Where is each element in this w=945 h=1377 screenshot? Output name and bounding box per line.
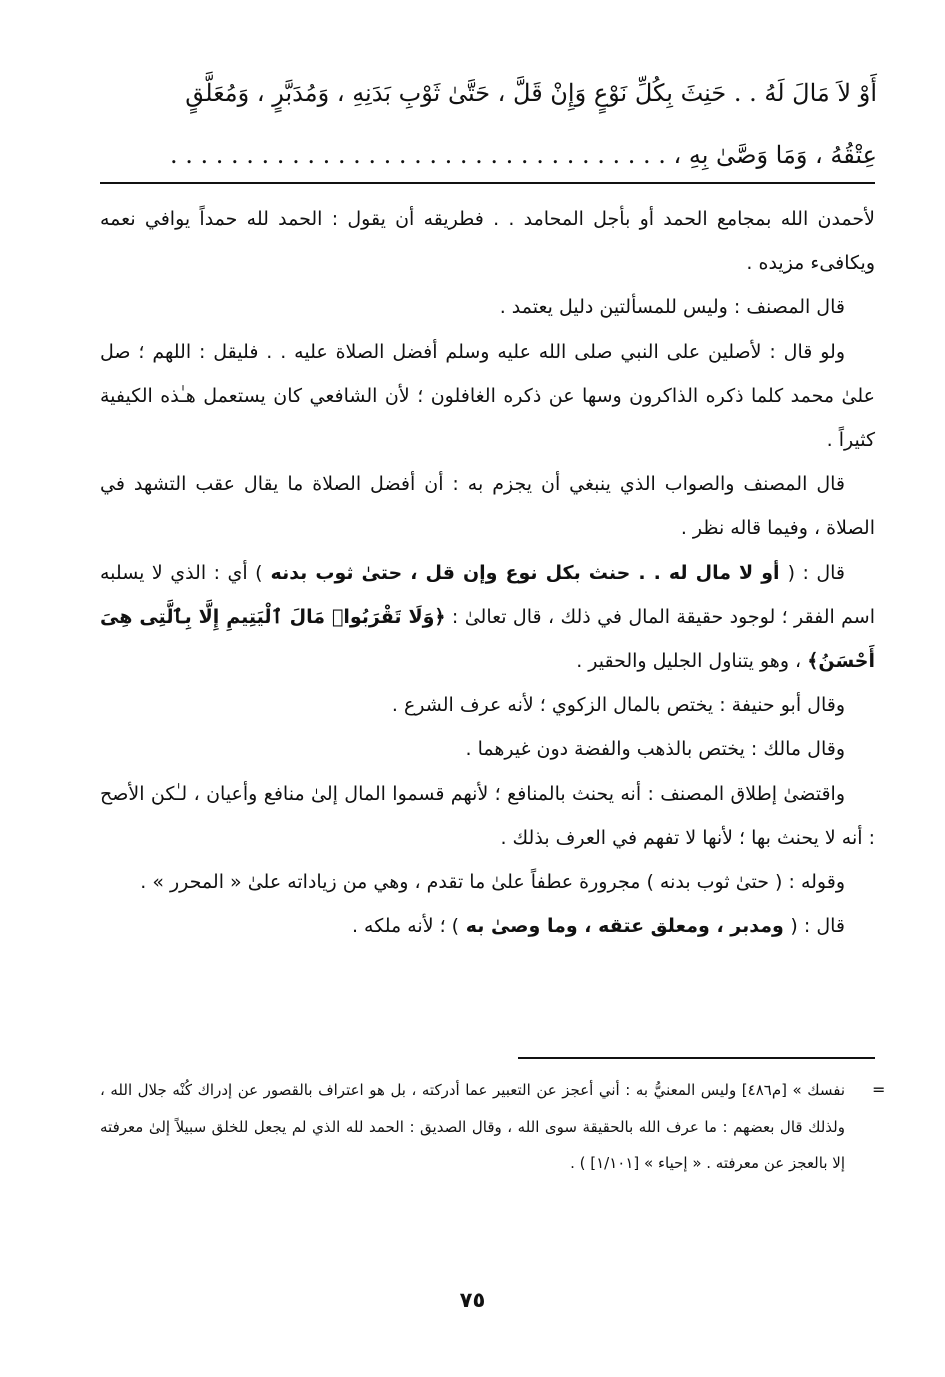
footnote-text: نفسك » [م٤٨٦] وليس المعنيُّ به : أني أعجز عن التعبير عما أدركته ، بل هو اعتراف بالقصور عن إدراك كُنْه جلال الله ، ولذلك قال بعضهم : ما عرف الله بالحقيقة سوى الله ، وقال الصديق : الحمد لله الذي لم يجعل للخلق سبيلاً إلىٰ معرفته إلا بالعجز عن معرفته . « إحياء » [١/١٠١] ) . xyxy=(100,1081,845,1172)
paragraph-text: ، وهو يتناول الجليل والحقير . xyxy=(576,650,808,673)
paragraph xyxy=(100,551,875,684)
paragraph: واقتضىٰ إطلاق المصنف : أنه يحنث بالمنافع ؛ لأنهم قسموا المال إلىٰ منافع وأعيان ، لـٰكن الأصح : أنه لا يحنث بها ؛ لأنها لا تفهم في العرف بذلك . xyxy=(100,782,875,849)
quran-verse: ﴿وَلَا تَقْرَبُوا۟ مَالَ ٱلْيَتِيمِ إِلَّا بِٱلَّتِى هِىَ أَحْسَنُ﴾ xyxy=(100,605,875,673)
main-text-line: عِتْقُهُ ، وَمَا وَصَّىٰ بِهِ ، . . . . . . . . . . . . . . . . . . . . . . . . . . . . . . . . . xyxy=(170,141,877,169)
main-text-line: أَوْ لاَ مَالَ لَهُ . . حَنِثَ بِكُلِّ نَوْعٍ وَإِنْ قَلَّ ، حَتَّىٰ ثَوْبِ بَدَنِهِ ، وَمُدَبَّرٍ ، وَمُعَلَّقٍ xyxy=(185,79,877,107)
commentary xyxy=(100,197,875,948)
paragraph: ولو قال : لأصلين على النبي صلى الله عليه وسلم أفضل الصلاة عليه . . فليقل : اللهم ؛ صل علىٰ محمد كلما ذكره الذاكرون وسها عن ذكره الغافلون ؛ لأن الشافعي كان يستعمل هـٰذه الكيفية كثيراً . xyxy=(100,340,875,452)
paragraph-text: قال : ( xyxy=(790,915,845,938)
paragraph: وقال مالك : يختص بالذهب والفضة دون غيرهما . xyxy=(465,738,845,761)
page-number: ٧٥ xyxy=(459,1288,486,1312)
paragraph: وقوله : ( حتىٰ ثوب بدنه ) مجرورة عطفاً علىٰ ما تقدم ، وهي من زياداته علىٰ « المحرر » . xyxy=(140,871,845,894)
paragraph: لأحمدن الله بمجامع الحمد أو بأجل المحامد . . فطريقه أن يقول : الحمد لله حمداً يوافي نعمه ويكافىء مزيده . xyxy=(100,208,875,275)
paragraph-text: ) ؛ لأنه ملكه . xyxy=(351,915,460,938)
paragraph-text: ) أي : الذي لا يسلبه اسم الفقر ؛ لوجود حقيقة المال في ذلك ، قال تعالىٰ : xyxy=(100,561,875,628)
quoted-main-text: أو لا مال له . . حنث بكل نوع وإن قل ، حتىٰ ثوب بدنه xyxy=(262,561,788,584)
main-text xyxy=(100,62,877,186)
paragraph-text: قال : ( xyxy=(787,561,846,584)
quoted-main-text: ومدبر ، ومعلق عتقه ، وما وصىٰ به xyxy=(459,915,791,938)
paragraph: قال المصنف والصواب الذي ينبغي أن يجزم به : أن أفضل الصلاة ما يقال عقب التشهد في الصلاة ، وفيما قاله نظر . xyxy=(100,473,875,540)
footnote xyxy=(100,1072,845,1182)
footnote-continuation-mark: = xyxy=(872,1080,886,1099)
separator-rule xyxy=(100,182,875,184)
paragraph: قال المصنف : وليس للمسألتين دليل يعتمد . xyxy=(499,296,845,319)
footnote-rule xyxy=(518,1057,875,1059)
paragraph xyxy=(100,904,875,948)
paragraph: وقال أبو حنيفة : يختص بالمال الزكوي ؛ لأنه عرف الشرع . xyxy=(391,694,845,717)
